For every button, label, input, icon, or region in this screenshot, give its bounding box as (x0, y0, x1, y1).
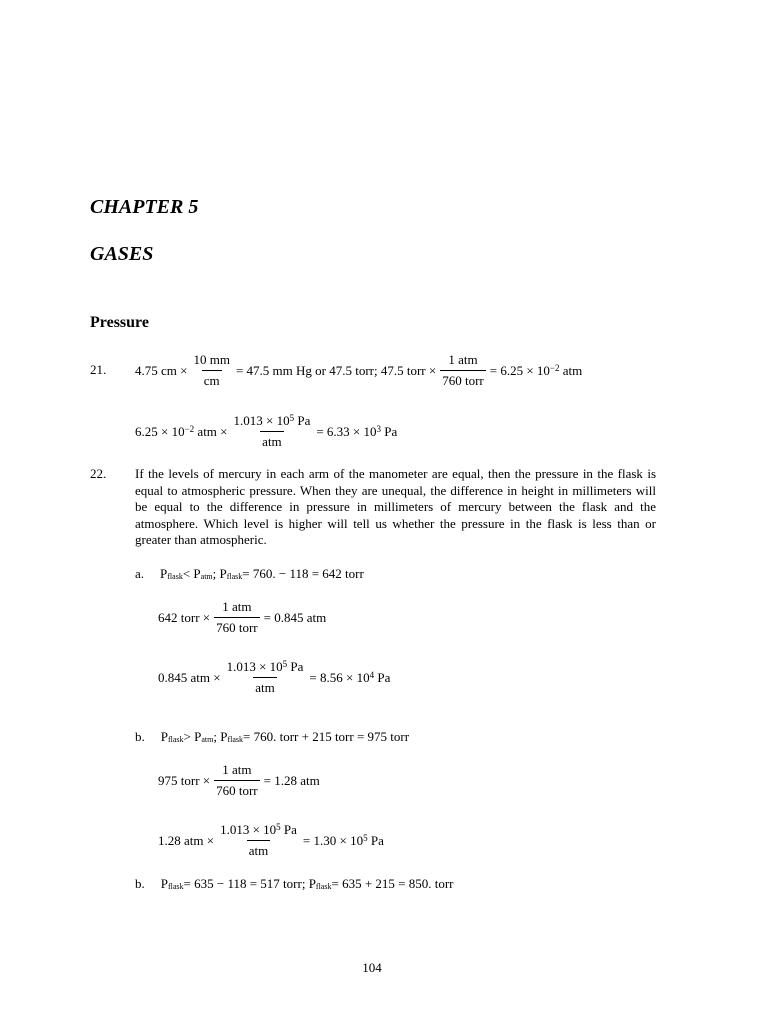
text: 4.75 cm × (135, 362, 188, 378)
fraction (191, 351, 231, 390)
text: $6.25 \times 10^{-2}$ atm × (135, 423, 228, 439)
numerator: 1 atm (222, 762, 252, 777)
fraction (218, 821, 299, 860)
part-label: a. (135, 566, 145, 581)
part-c-statement: b. P $_{flask}$ = 635 − 118 = 517 torr; P $_{flask}$ = 635 + 215 = 850. torr (135, 876, 454, 891)
denominator: atm (253, 677, 277, 697)
part-a-statement: a. P $_{flask}$ < P $_{atm}$ ; P $_{flask}$ = 760. − 118 = 642 torr (135, 566, 364, 581)
chapter-title: GASES (90, 243, 154, 265)
result: = $6.25 \times 10^{-2}$ atm (489, 362, 583, 378)
part-b-calc-2: 1.28 atm × $\frac{1.013 \times 10^5 Pa}{\text{atm}}$ = $1.30 \times 10^5$ Pa (158, 822, 384, 858)
denominator: 760 torr (214, 617, 260, 637)
denominator: 760 torr (440, 370, 486, 390)
chapter-heading: CHAPTER 5 (90, 196, 199, 218)
fraction (214, 761, 260, 800)
problem-21-number: 21. (90, 362, 107, 377)
page-number: 104 (362, 960, 382, 975)
numerator: $1.013 \times 10^5$ Pa (226, 659, 304, 674)
fraction (232, 412, 313, 451)
denominator: atm (247, 840, 271, 860)
part-b-calc-1: 975 torr × $\frac{\text{1 atm}}{\text{760 torr}}$ = 1.28 atm (158, 762, 320, 798)
fraction (214, 598, 260, 637)
result: = $6.33 \times 10^3$ Pa (316, 423, 398, 439)
numerator: 1 atm (448, 352, 478, 367)
denominator: atm (260, 431, 284, 451)
text: = 47.5 mm Hg or 47.5 torr; 47.5 torr × (235, 362, 437, 378)
part-b-statement: b. P $_{flask}$ > P $_{atm}$ ; P $_{flask}$ = 760. torr + 215 torr = 975 torr (135, 729, 410, 744)
denominator: cm (202, 370, 222, 390)
part-a-calc-2: 0.845 atm × $\frac{1.013 \times 10^5 Pa}{\text{atm}}$ = $8.56 \times 10^4$ Pa (158, 659, 391, 695)
numerator: 10 mm (193, 352, 230, 367)
section-heading: Pressure (90, 314, 149, 331)
problem-22-number: 22. (90, 466, 107, 481)
part-label: b. (135, 729, 145, 744)
part-a-calc-1: 642 torr × $\frac{\text{1 atm}}{\text{760 torr}}$ = 0.845 atm (158, 599, 327, 635)
problem-21-line-2 (135, 412, 397, 451)
fraction (440, 351, 486, 390)
numerator: $1.013 \times 10^5$ Pa (220, 822, 297, 837)
part-label: b. (135, 876, 145, 891)
numerator: $1.013 \times 10^5$ Pa (233, 413, 311, 428)
problem-21-line-1 (135, 351, 582, 390)
numerator: 1 atm (222, 599, 252, 614)
denominator: 760 torr (214, 780, 260, 800)
problem-22-paragraph: If the levels of mercury in each arm of the manometer are equal, then the pressure in the flask is equal to atmospheric pressure. When they are unequal, the difference in height in millimeters will be equal to the difference in pressure in millimeters of mercury between the flask and the atmosphere. Which level is higher will tell us whether the pressure in the flask is less than or greater than atmospheric. (135, 466, 656, 547)
fraction (225, 658, 306, 697)
